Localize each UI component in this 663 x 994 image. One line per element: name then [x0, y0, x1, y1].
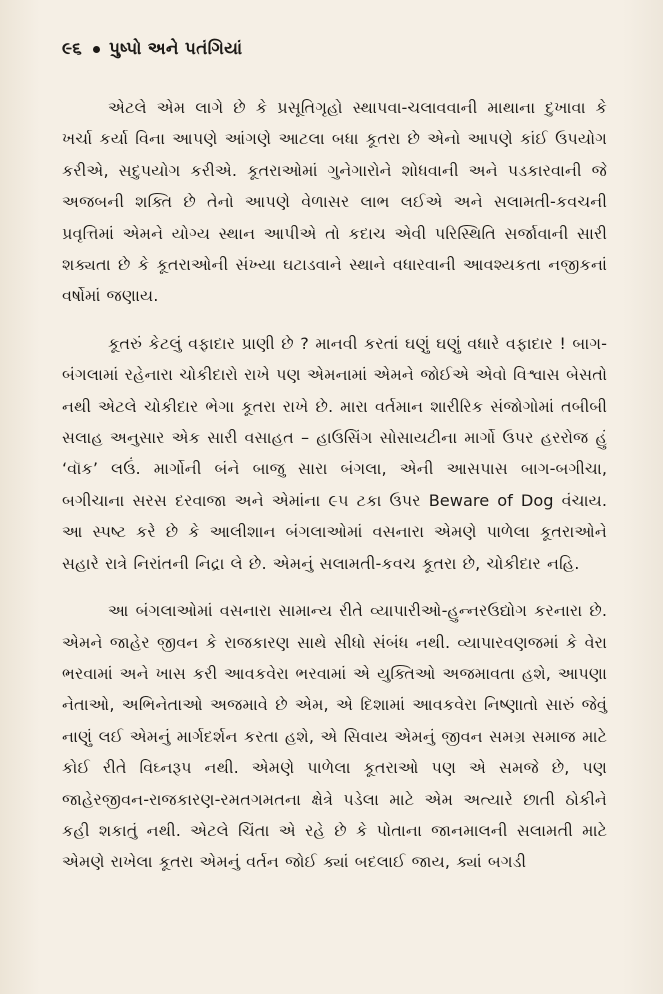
paragraph: એટલે એમ લાગે છે કે પ્રસૂતિગૃહો સ્થાપવા-ચલાવવાની માથાના દુખાવા કે ખર્ચા કર્યા વિના આપણે આંગણે આટલા બધા કૂતરા છે એનો આપણે કાંઈ ઉપયોગ કરીએ, સદુપયોગ કરીએ. કૂતરાઓમાં ગુનેગારોને શોધવાની અને પડકારવાની જે અજબની શક્તિ છે તેનો આપણે વેળાસર લાભ લઈએ અને સલામતી-કવચની પ્રવૃત્તિમાં એમને યોગ્ય સ્થાન આપીએ તો કદાચ એવી પરિસ્થિતિ સર્જાવાની સારી શક્યતા છે કે કૂતરાઓની સંખ્યા ઘટાડવાને સ્થાને વધારવાની આવશ્યકતા નજીકનાં વર્ષોમાં જણાય. — [62, 98, 607, 306]
body-text — [62, 92, 607, 878]
chapter-title: પુષ્પો અને પતંગિયાં — [108, 39, 243, 59]
page-number: ૯૬ — [62, 39, 82, 59]
bullet-dot — [93, 46, 100, 53]
paragraph: આ બંગલાઓમાં વસનારા સામાન્ય રીતે વ્યાપારીઓ-હુન્નરઉદ્યોગ કરનારા છે. એમને જાહેર જીવન કે રાજકારણ સાથે સીધો સંબંધ નથી. વ્યાપારવણજમાં કે વેરા ભરવામાં અને ખાસ કરી આવકવેરા ભરવામાં એ યુક્તિઓ અજમાવતા હશે, આપણા નેતાઓ, અભિનેતાઓ અજમાવે છે એમ, એ દિશામાં આવકવેરા નિષ્ણાતો સારું જેવું નાણું લઈ એમનું માર્ગદર્શન કરતા હશે, એ સિવાય એમનું જીવન સમગ્ર સમાજ માટે કોઈ રીતે વિઘ્નરૂપ નથી. એમણે પાળેલા કૂતરાઓ પણ એ સમજે છે, પણ જાહેરજીવન-રાજકારણ-રમતગમતના ક્ષેત્રે પડેલા માટે એમ અત્યારે છાતી ઠોકીને કહી શકાતું નથી. એટલે ચિંતા એ રહે છે કે પોતાના જાનમાલની સલામતી માટે એમણે રાખેલા કૂતરા એમનું વર્તન જોઈ ક્યાં બદલાઈ જાય, ક્યાં બગડી — [62, 601, 607, 872]
paragraph: કૂતરું કેટલું વફાદાર પ્રાણી છે ? માનવી કરતાં ઘણું ઘણું વધારે વફાદાર ! બાગ-બંગલામાં રહેનારા ચોકીદારો રાખે પણ એમનામાં એમને જોઈએ એવો વિશ્વાસ બેસતો નથી એટલે ચોકીદાર ભેગા કૂતરા રાખે છે. મારા વર્તમાન શારીરિક સંજોગોમાં તબીબી સલાહ અનુસાર એક સારી વસાહત – હાઉસિંગ સોસાયટીના માર્ગો ઉપર હરરોજ હું ‘વૉક’ લઉં. માર્ગોની બંને બાજુ સારા બંગલા, એની આસપાસ બાગ-બગીચા, બગીચાના સરસ દરવાજા અને એમાંના ૯૫ ટકા ઉપર Beware of Dog વંચાય. આ સ્પષ્ટ કરે છે કે આલીશાન બંગલાઓમાં વસનારા એમણે પાળેલા કૂતરાઓને સહારે રાત્રે નિરાંતની નિદ્રા લે છે. એમનું સલામતી-કવચ કૂતરા છે, ચોકીદાર નહિ. — [62, 333, 607, 573]
running-head — [62, 36, 607, 62]
